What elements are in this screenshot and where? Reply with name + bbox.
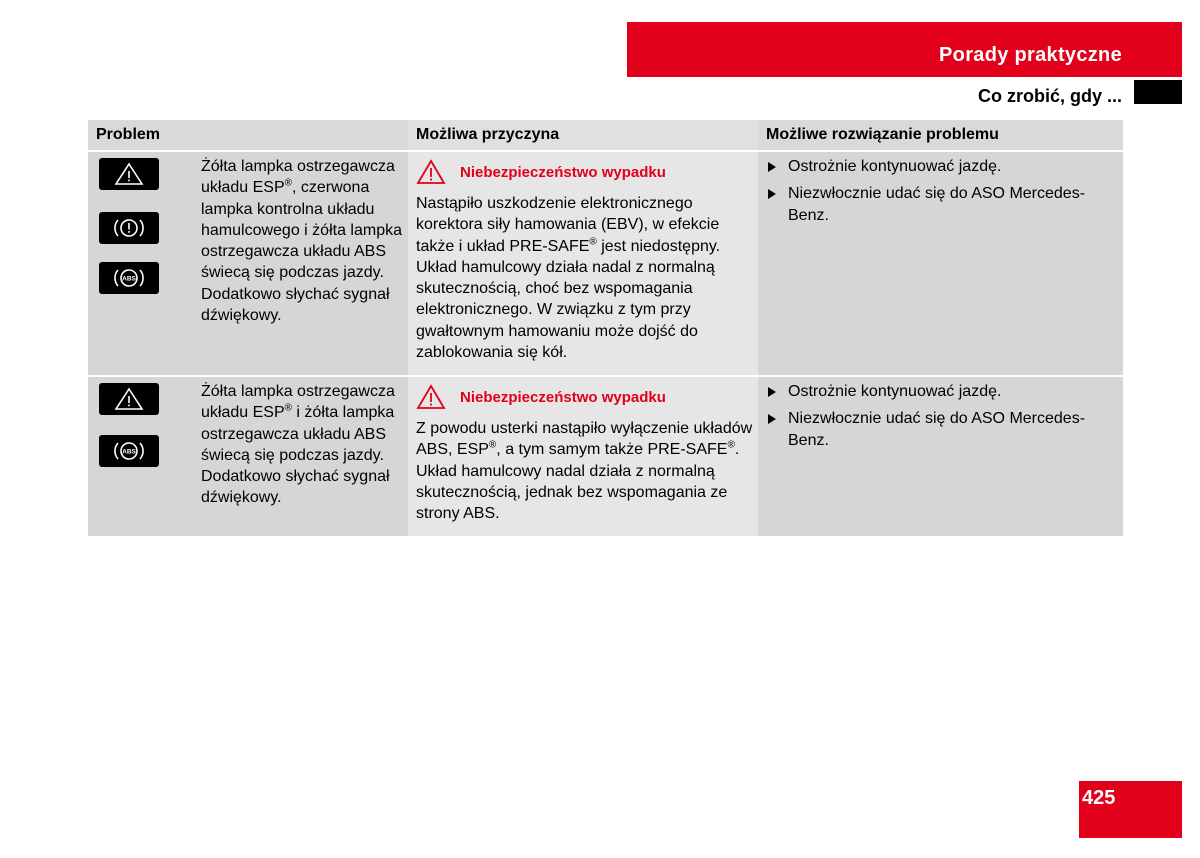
abs-icon	[99, 435, 159, 467]
list-item: Ostrożnie kontynuować jazdę.	[766, 156, 1123, 177]
solution-cell	[758, 377, 1123, 536]
indicator-icons	[88, 377, 194, 536]
cause-cell	[408, 152, 758, 375]
cause-text: Nastąpiło uszkodzenie elektronicznego korektora siły hamowania (EBV), w efekcie także i układ PRE-SAFE® jest niedostępny. Układ hamulcowy działa nadal z normalną skutecznością, choć bez wspomagania elektronicznego. W związku z tym przy gwałtownym hamowaniu może dojść do zablokowania się kół.	[416, 195, 721, 362]
warning-label: Niebezpieczeństwo wypadku	[460, 163, 666, 181]
section-tab-marker	[1134, 80, 1182, 104]
bullet-arrow-icon	[768, 162, 776, 172]
warning-triangle-icon	[99, 158, 159, 190]
warning-triangle-icon	[416, 384, 446, 410]
problem-cell	[194, 152, 408, 375]
list-item: Ostrożnie kontynuować jazdę.	[766, 381, 1123, 402]
solution-cell	[758, 152, 1123, 375]
warning-triangle-icon	[99, 383, 159, 415]
list-item: Niezwłocznie udać się do ASO Mercedes-Benz.	[766, 183, 1123, 226]
warning-triangle-icon	[416, 159, 446, 185]
table-row	[88, 377, 1123, 536]
warning-header	[416, 159, 758, 185]
bullet-arrow-icon	[768, 387, 776, 397]
column-header-problem: Problem	[96, 126, 161, 143]
page-number: 425	[1079, 781, 1182, 838]
abs-icon-label: ABS	[122, 448, 136, 456]
problem-text: Żółta lampka ostrzegawcza układu ESP®, czerwona lampka kontrolna układu hamulcowego i żółta lampka ostrzegawcza układu ABS świecą się podczas jazdy. Dodatkowo słychać sygnał dźwiękowy.	[201, 158, 402, 325]
list-item: Niezwłocznie udać się do ASO Mercedes-Benz.	[766, 408, 1123, 451]
table-header	[88, 120, 1123, 150]
warning-header	[416, 384, 758, 410]
abs-icon-label: ABS	[122, 275, 136, 283]
column-header-cause: Możliwa przyczyna	[408, 120, 758, 150]
warning-label: Niebezpieczeństwo wypadku	[460, 388, 666, 406]
brake-warning-icon	[99, 212, 159, 244]
section-title: Porady praktyczne	[939, 44, 1122, 66]
indicator-icons	[88, 152, 194, 375]
bullet-arrow-icon	[768, 189, 776, 199]
bullet-arrow-icon	[768, 414, 776, 424]
table-row	[88, 152, 1123, 375]
abs-icon	[99, 262, 159, 294]
problem-text: Żółta lampka ostrzegawcza układu ESP® i żółta lampka ostrzegawcza układu ABS świecą się podczas jazdy. Dodatkowo słychać sygnał dźwiękowy.	[201, 383, 395, 507]
subsection-title: Co zrobić, gdy ...	[977, 86, 1122, 106]
cause-text: Z powodu usterki nastąpiło wyłączenie układów ABS, ESP®, a tym samym także PRE-SAFE®. Układ hamulcowy nadal działa z normalną skutecznością, jednak bez wspomagania ze strony ABS.	[416, 420, 753, 523]
column-header-solution: Możliwe rozwiązanie problemu	[766, 126, 999, 143]
cause-cell	[408, 377, 758, 536]
problem-cell	[194, 377, 408, 536]
